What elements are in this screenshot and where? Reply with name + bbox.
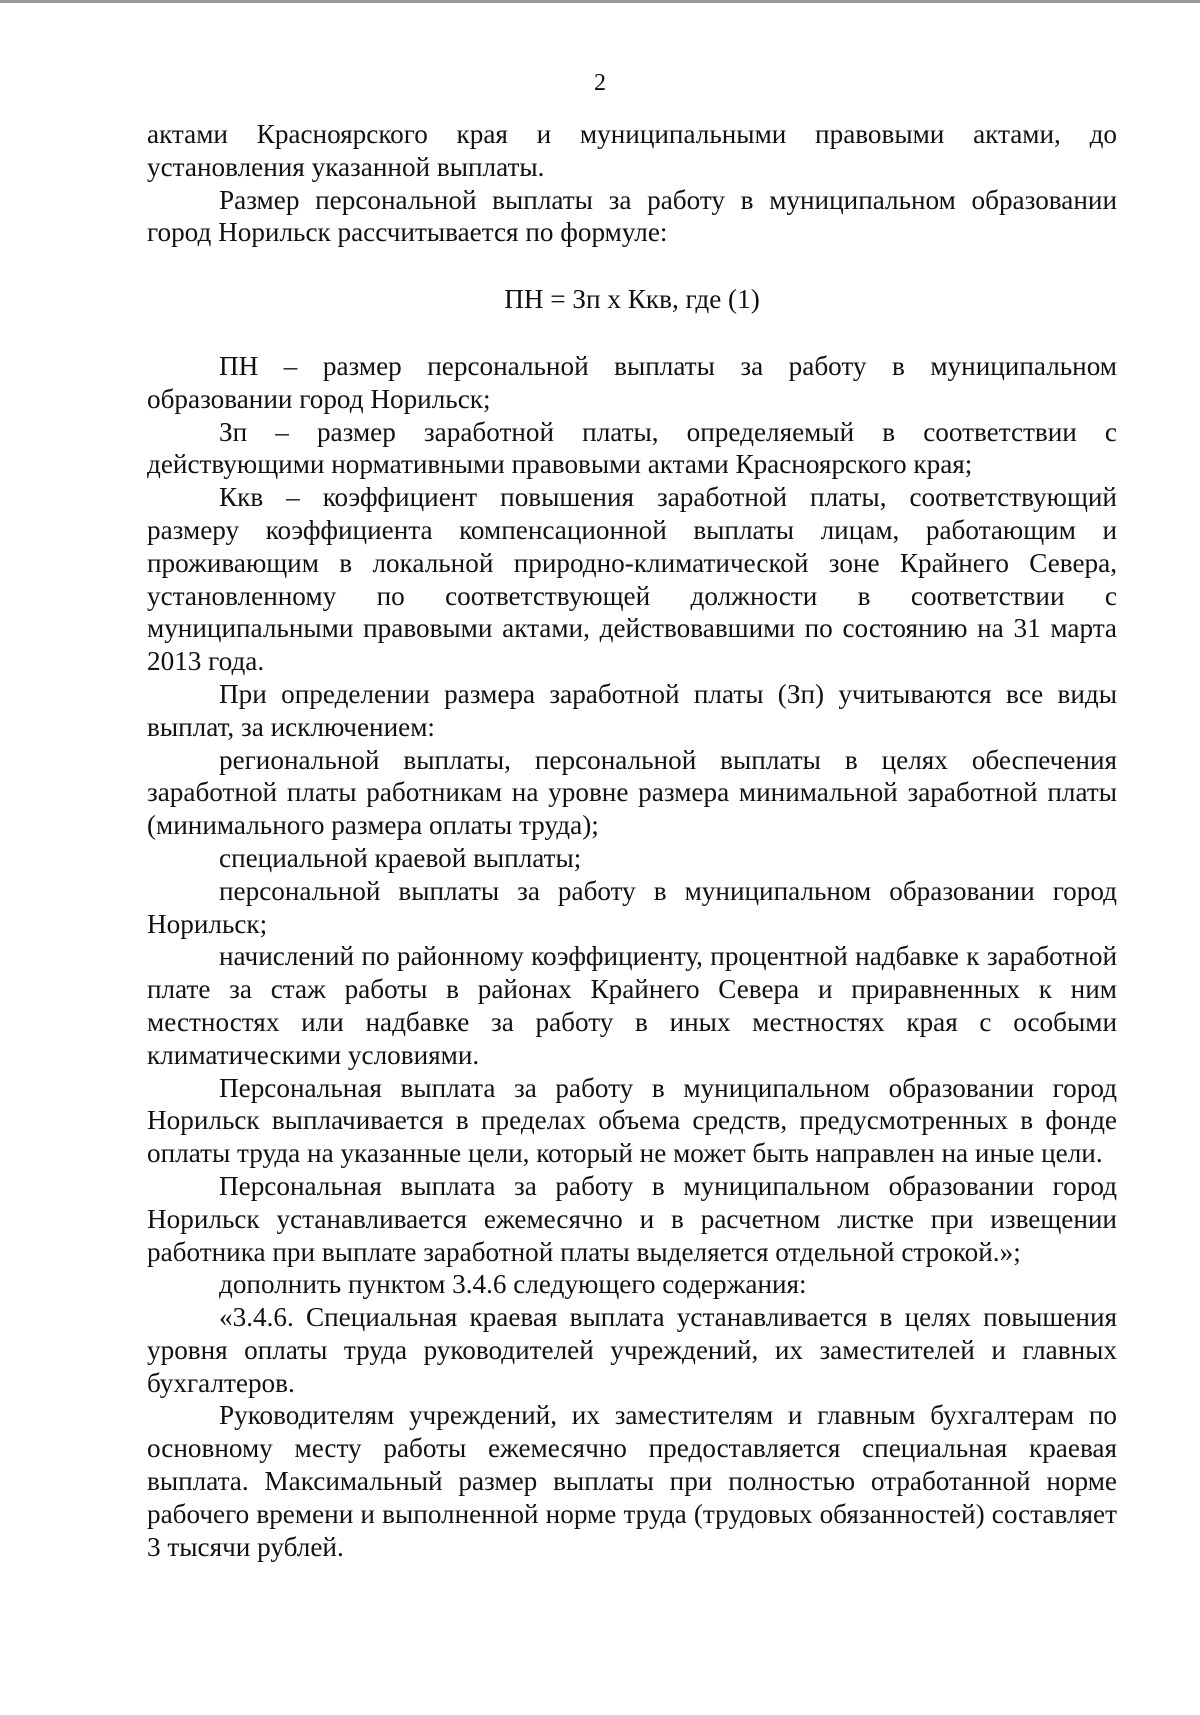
exclusion-special-regional-payment: специальной краевой выплаты; [219,842,582,873]
exclusion-personal-payment: персональной выплаты за работу в муниципальном образовании город Норильск; [147,875,1117,939]
paragraph-formula-intro: Размер персональной выплаты за работу в муниципальном образовании город Норильск рассчитывается по формуле: [147,184,1117,248]
paragraph-payment-limits: Персональная выплата за работу в муниципальном образовании город Норильск выплачивается в пределах объема средств, предусмотренных в фонде оплаты труда на указанные цели, который не может быть направлен на иные цели. [147,1072,1117,1169]
definition-zp: Зп – размер заработной платы, определяемый в соответствии с действующими нормативными правовыми актами Красноярского края; [147,416,1117,480]
exclusion-regional-coefficient: начислений по районному коэффициенту, процентной надбавке к заработной плате за стаж работы в районах Крайнего Севера и приравненных к ним местностях или надбавке за работу в иных местностях края с особыми климатическими условиями. [147,941,1117,1070]
definition-kkv: Ккв – коэффициент повышения заработной платы, соответствующий размеру коэффициента компенсационной выплаты лицам, работающим и проживающим в локальной природно-климатической зоне Крайнего Севера, установленному по соответствующей должности в соответствии с муниципальными правовыми актами, действовавшими по состоянию на 31 марта 2013 года. [147,482,1117,677]
paragraph-special-payment-amount: Руководителям учреждений, их заместителям и главным бухгалтерам по основному месту работы ежемесячно предоставляется специальная краевая выплата. Максимальный размер выплаты при полностью отработанной норме рабочего времени и выполненной норме труда (трудовых обязанностей) составляет 3 тысячи рублей. [147,1400,1117,1562]
formula: ПН = Зп х Ккв, где (1) [504,284,760,315]
page-number: 2 [594,70,606,96]
definition-pn: ПН – размер персональной выплаты за работу в муниципальном образовании город Норильск; [147,350,1117,414]
paragraph-payment-monthly: Персональная выплата за работу в муниципальном образовании город Норильск устанавливается ежемесячно и в расчетном листке при извещении работника при выплате заработной платы выделяется отдельной строкой.»; [147,1170,1117,1267]
exclusion-regional-payment: региональной выплаты, персональной выплаты в целях обеспечения заработной платы работникам на уровне размера минимальной заработной платы (минимального размера оплаты труда); [147,744,1117,841]
paragraph-exclusions-intro: При определении размера заработной платы (Зп) учитываются все виды выплат, за исключением: [147,678,1117,742]
paragraph-continuation: актами Красноярского края и муниципальными правовыми актами, до установления указанной выплаты. [147,119,1117,182]
document-body [147,118,1117,1563]
paragraph-clause-3-4-6: «3.4.6. Специальная краевая выплата устанавливается в целях повышения уровня оплаты труда руководителей учреждений, их заместителей и главных бухгалтеров. [147,1302,1117,1398]
paragraph-amendment: дополнить пунктом 3.4.6 следующего содержания: [219,1269,807,1300]
scan-top-edge [0,0,1200,3]
